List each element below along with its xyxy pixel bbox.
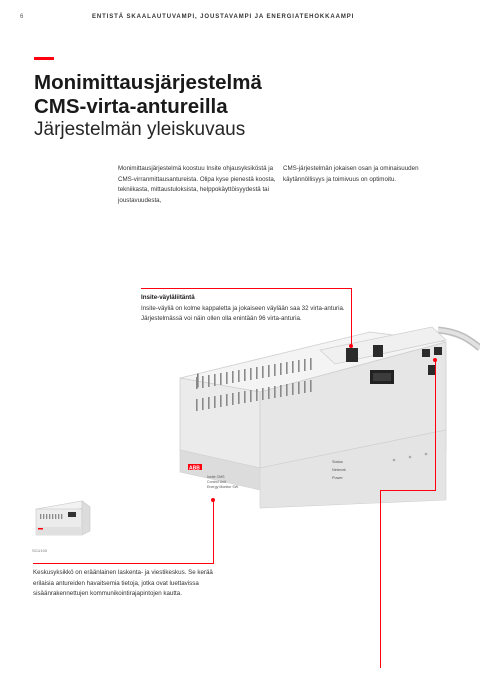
callout-bus-marker bbox=[349, 344, 353, 348]
accent-bar bbox=[34, 57, 54, 60]
intro-paragraph-left: Monimittausjärjestelmä koostuu Insite ohjausyksiköstä ja CMS-virranmittausantureista. Olipa kyse pienestä koosta, tekniikasta, mittaustuloksista, helppokäyttöisyydestä tai joustavuudesta, bbox=[118, 165, 276, 204]
callout-bus-title: Insite-väyläliitäntä bbox=[141, 294, 195, 301]
panel-label-power: Power bbox=[332, 476, 343, 480]
title-line-2: CMS-virta-antureilla bbox=[34, 95, 228, 118]
callout-central-leader-up bbox=[213, 500, 214, 563]
callout-bus-leader-down bbox=[351, 288, 352, 346]
callout-central-unit: Keskusyksikkö on eräänlainen laskenta- ja viestikeskus. Se kerää erilaisia antureiden havaitsemia tietoja, jotka ovat luettavissa sisäänrakennettujen kommunikointirajapintojen kautta. bbox=[33, 569, 213, 598]
subtitle: Järjestelmän yleiskuvaus bbox=[34, 119, 246, 140]
panel-label-network: Network bbox=[332, 468, 346, 472]
right-leader-horizontal bbox=[380, 490, 436, 491]
callout-bus-text: Insite-väyliä on kolme kappaletta ja jokaiseen väylään saa 32 virta-anturia. Järjestelmässä voi näin ollen olla enintään 96 virta-anturia. bbox=[141, 304, 345, 323]
device-product-lines bbox=[207, 475, 238, 490]
product-line-3: Energy Monitor SW bbox=[207, 485, 239, 489]
panel-label-status: Status bbox=[332, 460, 343, 464]
callout-central-leader-base bbox=[33, 563, 214, 564]
product-line-1: Insite CMS bbox=[207, 475, 225, 479]
right-leader-vertical bbox=[435, 360, 436, 490]
running-header: ENTISTÄ SKAALAUTUVAMPI, JOUSTAVAMPI JA ENERGIATEHOKKAAMPI bbox=[92, 14, 355, 20]
right-leader-down bbox=[380, 490, 381, 668]
callout-central-marker bbox=[211, 498, 215, 502]
intro-paragraph-right: CMS-järjestelmän jokaisen osan ja ominaisuuden käytännöllisyys ja toimivuus on optimoitu. bbox=[283, 165, 419, 183]
thumbnail-label: SCU100 bbox=[32, 548, 48, 553]
central-unit-thumbnail bbox=[32, 497, 94, 545]
right-leader-marker bbox=[433, 358, 437, 362]
device-panel-labels bbox=[332, 458, 346, 482]
page-number: 6 bbox=[20, 14, 24, 20]
callout-bus-leader-top bbox=[141, 288, 351, 289]
svg-text:ABB: ABB bbox=[189, 465, 200, 472]
product-line-2: Control Unit bbox=[207, 480, 226, 484]
title-line-1: Monimittausjärjestelmä bbox=[34, 71, 262, 94]
